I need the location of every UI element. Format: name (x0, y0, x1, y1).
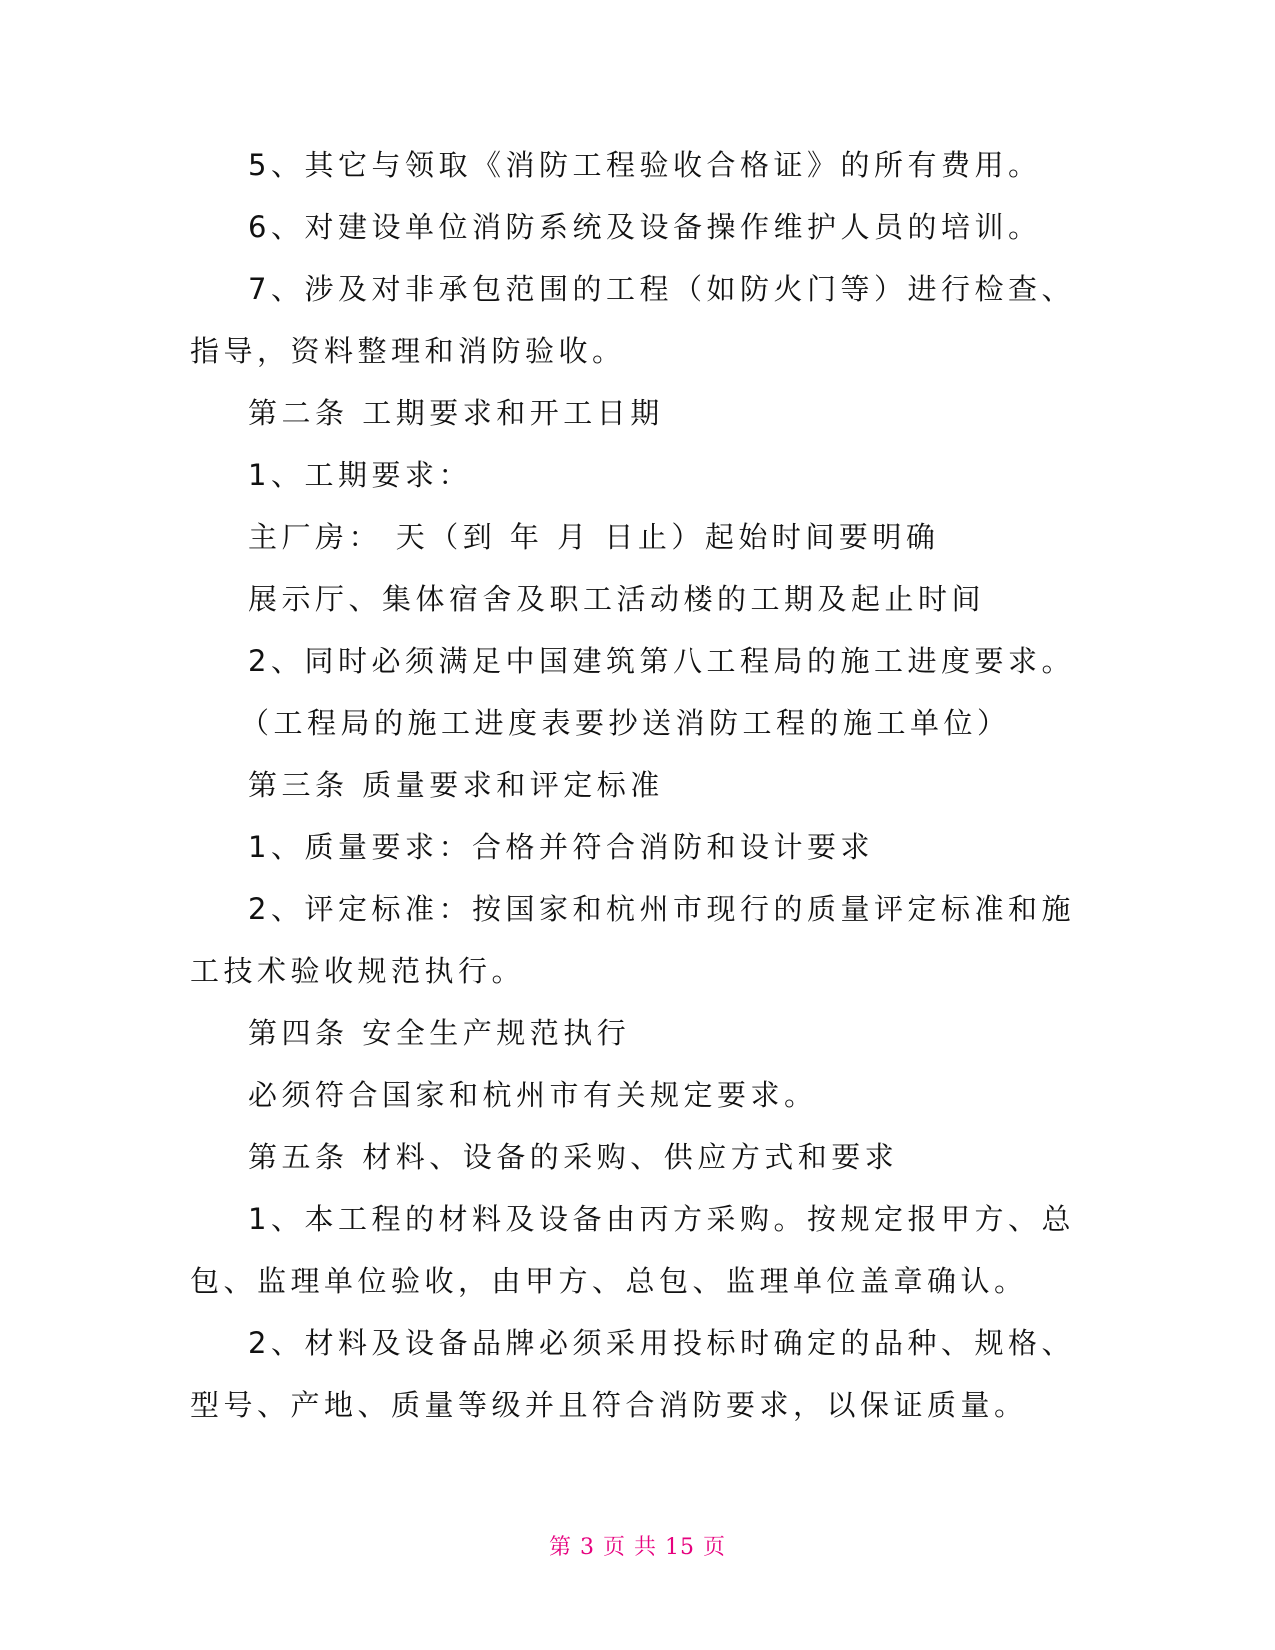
paragraph-line: 型号、产地、质量等级并且符合消防要求，以保证质量。 (190, 1388, 1028, 1422)
paragraph-line: 包、监理单位验收，由甲方、总包、监理单位盖章确认。 (190, 1264, 1028, 1298)
paragraph-line: 必须符合国家和杭州市有关规定要求。 (248, 1078, 818, 1112)
paragraph-line: 6、对建设单位消防系统及设备操作维护人员的培训。 (248, 210, 1042, 244)
paragraph-line: 1、工期要求： (248, 458, 472, 492)
paragraph-line: 工技术验收规范执行。 (190, 954, 526, 988)
paragraph-line: 2、材料及设备品牌必须采用投标时确定的品种、规格、 (248, 1326, 1075, 1360)
paragraph-line: （工程局的施工进度表要抄送消防工程的施工单位） (240, 706, 1011, 740)
paragraph-line: 5、其它与领取《消防工程验收合格证》的所有费用。 (248, 148, 1042, 182)
section-heading: 第五条 材料、设备的采购、供应方式和要求 (248, 1140, 899, 1174)
paragraph-line: 2、同时必须满足中国建筑第八工程局的施工进度要求。 (248, 644, 1075, 678)
paragraph-line: 展示厅、集体宿舍及职工活动楼的工期及起止时间 (248, 582, 986, 616)
paragraph-line: 7、涉及对非承包范围的工程（如防火门等）进行检查、 (248, 272, 1075, 306)
paragraph-line: 指导，资料整理和消防验收。 (190, 334, 626, 368)
section-heading: 第二条 工期要求和开工日期 (248, 396, 664, 430)
paragraph-line: 1、本工程的材料及设备由丙方采购。按规定报甲方、总 (248, 1202, 1075, 1236)
page-number-footer: 第 3 页 共 15 页 (549, 1535, 726, 1560)
paragraph-line: 2、评定标准：按国家和杭州市现行的质量评定标准和施 (248, 892, 1075, 926)
paragraph-line: 1、质量要求：合格并符合消防和设计要求 (248, 830, 874, 864)
paragraph-line: 主厂房： 天（到 年 月 日止）起始时间要明确 (248, 520, 940, 554)
section-heading: 第三条 质量要求和评定标准 (248, 768, 664, 802)
section-heading: 第四条 安全生产规范执行 (248, 1016, 631, 1050)
